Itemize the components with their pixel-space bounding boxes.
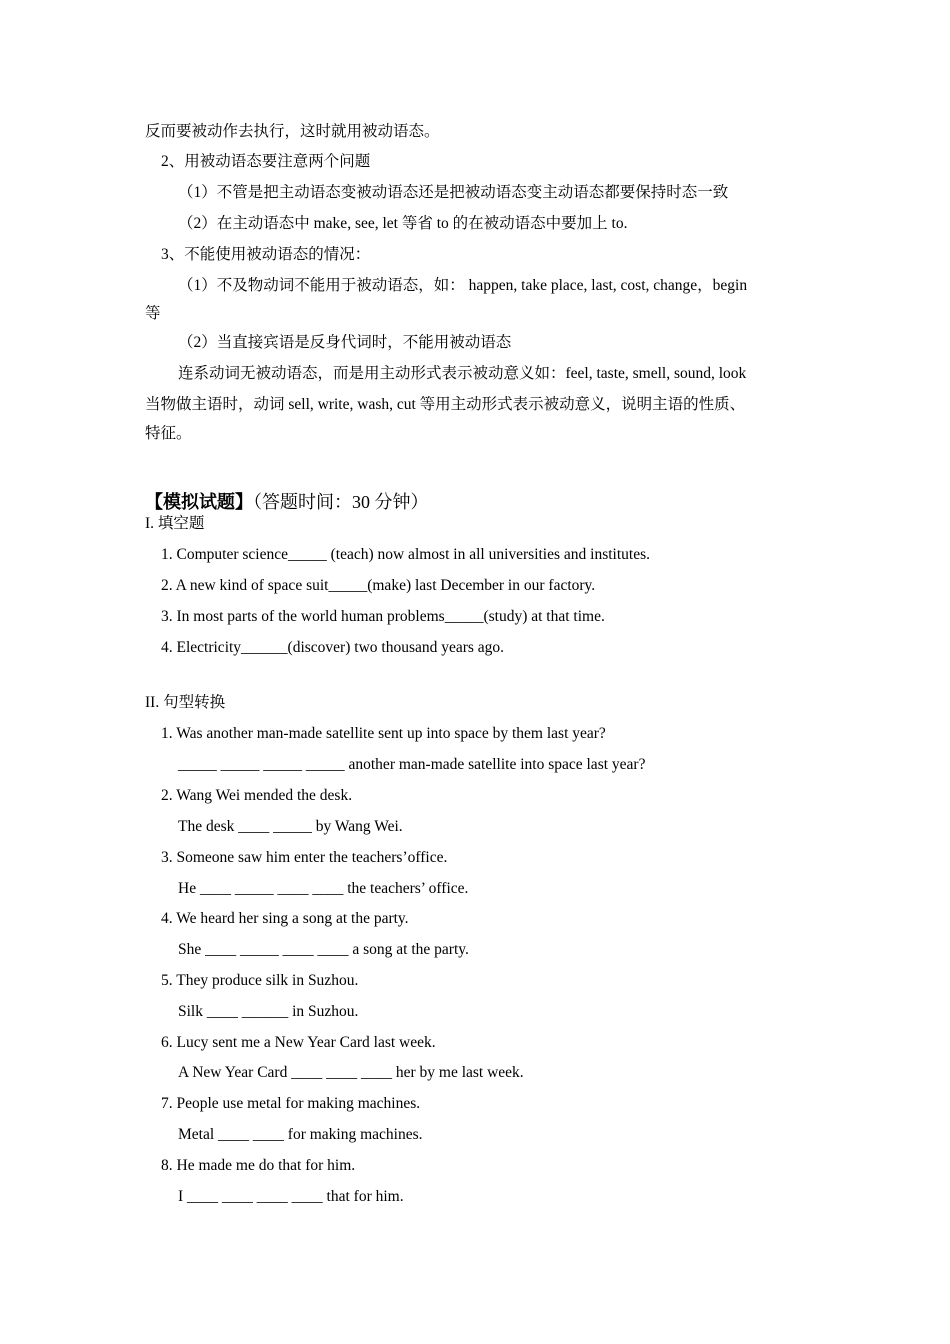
transform-answer: He ____ _____ ____ ____ the teachers’ office.	[178, 880, 469, 897]
grammar-point-3-item-1-continued: 等	[145, 305, 161, 322]
section-2-title: II. 句型转换	[145, 694, 226, 711]
linking-verb-note-end: 特征。	[145, 425, 192, 442]
transform-question: 3. Someone saw him enter the teachers’office.	[161, 849, 448, 866]
section-1-title: I. 填空题	[145, 515, 205, 532]
grammar-point-2-item-1: （1）不管是把主动语态变被动语态还是把被动语态变主动语态都要保持时态一致	[178, 184, 729, 201]
exam-title	[145, 490, 429, 514]
grammar-line: 反而要被动作去执行，这时就用被动语态。	[145, 123, 440, 140]
fill-blank-item: 4. Electricity______(discover) two thousand years ago.	[161, 639, 505, 656]
grammar-point-3-title: 3、不能使用被动语态的情况：	[161, 246, 371, 263]
transform-question: 6. Lucy sent me a New Year Card last week.	[161, 1034, 436, 1051]
transform-answer: A New Year Card ____ ____ ____ her by me last week.	[178, 1064, 524, 1081]
fill-blank-item: 2. A new kind of space suit_____(make) last December in our factory.	[161, 577, 596, 594]
transform-answer: The desk ____ _____ by Wang Wei.	[178, 818, 403, 835]
transform-answer: _____ _____ _____ _____ another man-made satellite into space last year?	[178, 756, 646, 773]
transform-question: 7. People use metal for making machines.	[161, 1095, 421, 1112]
transform-question: 2. Wang Wei mended the desk.	[161, 787, 353, 804]
transform-question: 4. We heard her sing a song at the party.	[161, 910, 409, 927]
transform-answer: Metal ____ ____ for making machines.	[178, 1126, 423, 1143]
transform-question: 5. They produce silk in Suzhou.	[161, 972, 359, 989]
transform-answer: Silk ____ ______ in Suzhou.	[178, 1003, 359, 1020]
grammar-point-2-title: 2、用被动语态要注意两个问题	[161, 153, 371, 170]
transform-question: 8. He made me do that for him.	[161, 1157, 356, 1174]
linking-verb-note: 连系动词无被动语态，而是用主动形式表示被动意义如：feel, taste, smell, sound, look	[178, 365, 747, 382]
fill-blank-item: 1. Computer science_____ (teach) now almost in all universities and institutes.	[161, 546, 651, 563]
transform-answer: She ____ _____ ____ ____ a song at the party.	[178, 941, 469, 958]
fill-blank-item: 3. In most parts of the world human problems_____(study) at that time.	[161, 608, 605, 625]
grammar-point-3-item-1: （1）不及物动词不能用于被动语态，如： happen, take place, last, cost, change，begin	[178, 277, 748, 294]
exam-time-note: （答题时间：30 分钟）	[253, 492, 429, 512]
transform-answer: I ____ ____ ____ ____ that for him.	[178, 1188, 404, 1205]
grammar-point-2-item-2: （2）在主动语态中 make, see, let 等省 to 的在被动语态中要加上 to.	[178, 215, 628, 232]
exam-title-bold: 【模拟试题】	[145, 492, 253, 512]
transform-question: 1. Was another man-made satellite sent up into space by them last year?	[161, 725, 606, 742]
linking-verb-note-continued: 当物做主语时，动词 sell, write, wash, cut 等用主动形式表示被动意义，说明主语的性质、	[145, 396, 746, 413]
grammar-point-3-item-2: （2）当直接宾语是反身代词时，不能用被动语态	[178, 334, 512, 351]
